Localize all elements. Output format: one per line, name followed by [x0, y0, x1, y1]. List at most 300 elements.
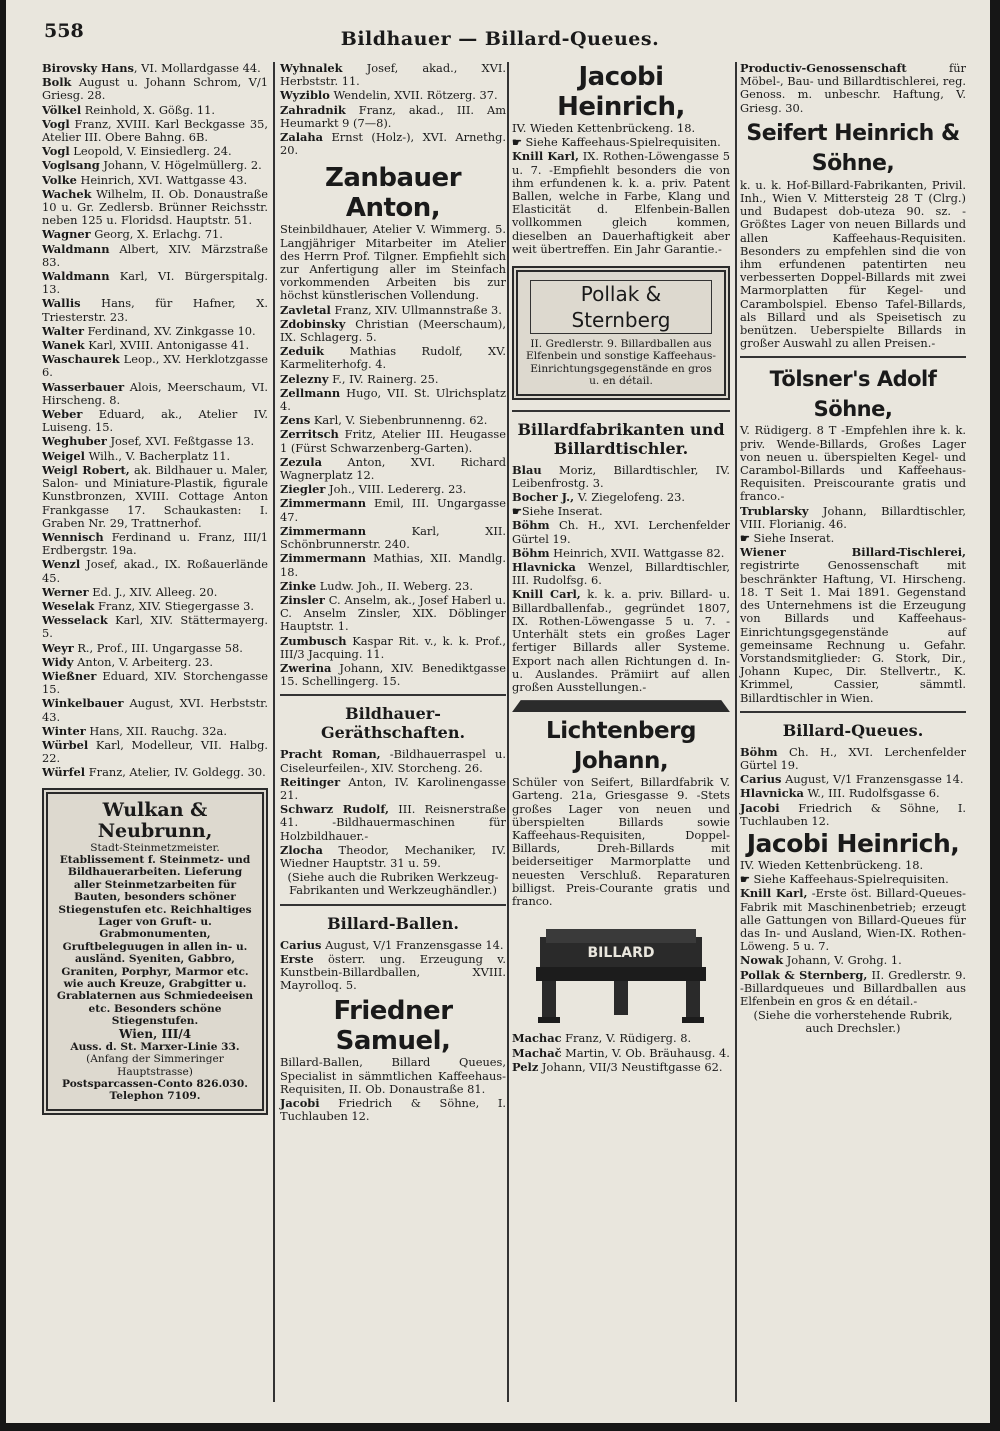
directory-entry [42, 586, 268, 599]
entry-name: Zwerina [280, 660, 332, 675]
entry-name: Wachek [42, 186, 92, 201]
entry-name: Wennisch [42, 529, 104, 544]
ad-title: Wulkan & [102, 798, 208, 821]
entry-name: Wießner [42, 668, 97, 683]
directory-entry [42, 174, 268, 187]
entry-text: Anton, IV. Karolinengasse 21. [280, 774, 506, 802]
entry-name: Trublarsky [740, 503, 809, 518]
entry-name: Würfel [42, 765, 86, 780]
entry-name: Carius [280, 937, 322, 952]
column-rule [507, 62, 509, 1402]
ad-title: Neubrunn, [97, 819, 213, 842]
section-rule [512, 410, 730, 412]
see-also-note: (Siehe auch die Rubriken Werkzeug-Fabrikanten und Werkzeughändler.) [287, 870, 499, 898]
entry-text: Theodor, Mechaniker, IV. Wiedner Hauptstr. 31 u. 59. [280, 842, 506, 870]
advert-wulkan-neubrunn [42, 788, 268, 1115]
directory-entry [280, 483, 506, 496]
entry-text: Ludw. Joh., II. Weberg. 23. [316, 578, 474, 593]
entry-name: Pracht Roman, [280, 747, 381, 762]
entry-text: Johann, V. Högelmüllerg. 2. [99, 158, 262, 173]
entry-name: Zalaha [280, 130, 324, 145]
entry-name: Reitinger [280, 774, 341, 789]
scan-edge-bottom [0, 1423, 1000, 1431]
ad-note: (Anfang der Simmeringer Hauptstrasse) [86, 1053, 224, 1078]
directory-entry [280, 497, 506, 523]
entry-name: Bocher J., [512, 490, 575, 505]
directory-entry [280, 414, 506, 427]
section-rule [740, 356, 966, 358]
entry-name: Völkel [42, 102, 82, 117]
see-reference: Siehe Inserat. [753, 531, 835, 546]
entry-name: Würbel [42, 737, 89, 752]
entry-name: Birovsky Hans [42, 61, 134, 75]
directory-entry [740, 773, 966, 786]
entry-list [280, 748, 506, 870]
entry-name: Zellmann [280, 385, 341, 400]
entry-text: Mathias, XII. Mandlg. 18. [280, 551, 506, 579]
directory-entry [42, 600, 268, 613]
directory-entry [280, 552, 506, 578]
entry-text: Leopold, V. Einsiedlerg. 24. [69, 144, 232, 159]
entry-text: Georg, X. Erlachg. 71. [90, 227, 223, 242]
pointing-hand-icon: ☛ [740, 532, 750, 546]
entry-text: -Erste öst. Billard-Queues-Fabrik mit Maschinenbetrieb; erzeugt alle Gattungen von Billard-Queues für das In- und Ausland, Wien-IX. Rothen-Löweng. 5 u. 7. [740, 886, 967, 954]
directory-entry [42, 145, 268, 158]
directory-entry [512, 1047, 730, 1060]
entry-name: Erste [280, 951, 314, 966]
entry-text: August, V/1 Franzensgasse 14. [781, 772, 964, 787]
entry-name: Weyr [42, 640, 74, 655]
directory-entry [42, 381, 268, 407]
entry-name: Carius [740, 772, 782, 787]
entry-text: Franz, akad., III. Am Heumarkt 9 (7—8). [280, 102, 506, 130]
directory-entry [280, 1097, 506, 1123]
scan-edge-right [990, 0, 1000, 1431]
entry-text: österr. ung. Erzeugung v. Kunstbein-Billardballen, XVIII. Mayrolloq. 5. [280, 951, 506, 993]
directory-entry [512, 505, 730, 518]
directory-entry [512, 1032, 730, 1045]
entry-text: Friedrich & Söhne, I. Tuchlauben 12. [280, 1095, 506, 1124]
directory-entry [512, 1061, 730, 1074]
entry-name: Bolk [42, 75, 72, 90]
entry-name: Knill Carl, [512, 587, 581, 602]
entry-name: Machač [512, 1045, 562, 1060]
entry-text: August, XVI. Herbststr. 43. [42, 696, 268, 724]
entry-name: Hlavnicka [740, 786, 804, 801]
entry-text: Franz, Atelier, IV. Goldegg. 30. [85, 765, 266, 780]
directory-entry [42, 243, 268, 269]
directory-entry [42, 297, 268, 323]
column-4 [740, 62, 966, 1037]
directory-entry [280, 525, 506, 551]
directory-entry [280, 662, 506, 688]
section-rule [280, 694, 506, 696]
directory-entry [42, 62, 268, 75]
directory-entry [42, 739, 268, 765]
entry-name: Wenzl [42, 557, 81, 572]
directory-entry [280, 594, 506, 634]
entry-name: Wiener Billard-Tischlerei, [740, 545, 966, 560]
directory-entry [42, 725, 268, 738]
directory-entry [280, 844, 506, 870]
section-rule [280, 904, 506, 906]
entry-name: Waldmann [42, 241, 110, 256]
column-2 [280, 62, 506, 1124]
entry-list [740, 746, 966, 828]
entry-name: Walter [42, 323, 85, 338]
entry-name: Knill Karl, [512, 149, 579, 164]
entry-text: Johann, Billardtischler, VIII. Florianig. 46. [740, 503, 966, 531]
advert-heading-zanbauer: Zanbauer Anton, [324, 163, 462, 224]
entry-text: Fritz, Atelier III. Heugasse 1 (Fürst Schwarzenberg-Garten). [280, 427, 506, 455]
entry-text: Joh., VIII. Ledererg. 23. [325, 482, 467, 497]
directory-entry [42, 353, 268, 379]
directory-entry [740, 969, 966, 1009]
entry-name: Pelz [512, 1059, 539, 1074]
column-1 [42, 62, 268, 1123]
directory-entry [280, 803, 506, 843]
directory-entry [280, 428, 506, 454]
entry-name: Knill Karl, [740, 886, 808, 901]
directory-entry [42, 464, 268, 530]
ad-phone: Telephon 7109. [109, 1090, 201, 1103]
entry-name: Vogl [42, 116, 70, 131]
entry-text: Friedrich & Söhne, I. Tuchlauben 12. [740, 800, 966, 828]
entry-name: Wanek [42, 338, 85, 353]
decorative-banner [512, 700, 730, 712]
entry-name: Wagner [42, 227, 91, 242]
directory-entry [42, 159, 268, 172]
entry-name: Productiv-Genossenschaft [740, 61, 907, 75]
entry-text: II. Gredlerstr. 9. -Billardqueues und Billardballen aus Elfenbein en gros & en détail.- [740, 967, 966, 1008]
entry-text: III. Reisnerstraße 41. -Bildhauermaschinen für Holzbildhauer.- [280, 802, 506, 843]
entry-text: August, V/1 Franzensgasse 14. [321, 937, 504, 952]
directory-entry [42, 76, 268, 102]
advert-text-zanbauer: Steinbildhauer, Atelier V. Wimmerg. 5. Langjähriger Mitarbeiter im Atelier des Herrn Prof. Tilgner. Empfiehlt sich zur Anfertigung aller im Steinfach vorkommenden Arbeiten bis zur höchst künstlerischen Vollendung. [280, 222, 506, 303]
entry-text: W., III. Rudolfsgasse 6. [803, 786, 940, 801]
entry-text: Ferdinand u. Franz, III/1 Erdbergstr. 19a. [42, 529, 268, 558]
section-heading: Billardfabrikanten und Billardtischler. [517, 419, 725, 458]
directory-entry [280, 776, 506, 802]
entry-text: Anton, V. Arbeiterg. 23. [73, 654, 213, 669]
directory-entry [42, 450, 268, 463]
entry-name: Zens [280, 413, 311, 428]
running-head: Bildhauer — Billard-Queues. [340, 28, 660, 50]
entry-text: Reinhold, X. Gößg. 11. [81, 102, 216, 117]
entry-list [740, 954, 966, 1008]
entry-text: Moriz, Billardtischler, IV. Leibenfrostg. 3. [512, 462, 730, 490]
entry-text: Ferdinand, XV. Zinkgasse 10. [84, 323, 256, 338]
entry-name: Weber [42, 407, 83, 422]
entry-name: Weigl Robert, [42, 462, 130, 477]
entry-list [280, 62, 506, 157]
directory-entry [280, 345, 506, 371]
entry-name: Weigel [42, 448, 85, 463]
entry-text: V. Ziegelofeng. 23. [574, 490, 685, 505]
section-heading: Billard-Queues. [782, 720, 924, 740]
entry-name: Ziegler [280, 482, 326, 497]
column-rule [735, 62, 737, 1402]
entry-text: Hans, XII. Rauchg. 32a. [85, 723, 227, 738]
directory-entry [280, 580, 506, 593]
entry-text: Wilhelm, II. Ob. Donaustraße 10 u. Gr. Zedlersb. Brünner Reichsstr. neben 125 u. Floridsd. Hauptstr. 51. [42, 186, 268, 228]
entry-text: Wendelin, XVII. Rötzerg. 37. [329, 88, 498, 103]
directory-entry [280, 456, 506, 482]
billiard-table-illustration [512, 909, 730, 1029]
see-reference: Siehe Kaffeehaus-Spielrequisiten. [753, 872, 949, 887]
entry-name: Zdobinsky [280, 316, 346, 331]
directory-entry [740, 802, 966, 828]
page-number: 558 [44, 20, 84, 42]
entry-text: k. k. a. priv. Billard- u. Billardballenfab., gegründet 1807, IX. Rothen-Löwengasse 5 u. 7. -Unterhält stets ein großes Lager fertiger Billards aller Systeme. Export nach allen Richtungen d. In- u. Auslandes. Prämiirt auf allen großen Ausstellungen.- [512, 587, 730, 694]
entry-text: -Bildhauerraspel u. Ciseleurfeilen-, XIV. Storcheng. 26. [280, 747, 506, 775]
entry-text: Christian (Meerschaum), IX. Schlagerg. 5. [280, 316, 506, 345]
entry-name: Machac [512, 1031, 562, 1046]
ad-body: II. Gredlerstr. 9. Billardballen aus Elfenbein und sonstige Kaffeehaus-Einrichtungsgegenstände en gros u. en détail. [526, 338, 716, 388]
entry-name: Zumbusch [280, 633, 347, 648]
advert-text-lichtenberg: Schüler von Seifert, Billardfabrik V. Garteng. 21a, Griesgasse 9. -Stets großes Lager von neuen und überspielten Billards sowie Kaffeehaus-Requisiten, Doppel-Billards, Dreh-Billards mit beiderseitiger Marmorplatte und neuesten Verschluß. Reparaturen billigst. Preis-Courante gratis und franco. [512, 775, 730, 908]
directory-entry [42, 558, 268, 584]
entry-text: Franz, XIV. Ullmannstraße 3. [330, 302, 502, 317]
entry-name: Wesselack [42, 613, 108, 628]
directory-entry [512, 491, 730, 504]
entry-name: Jacobi [740, 800, 780, 815]
directory-entry [280, 953, 506, 993]
advert-heading-seifert: Seifert Heinrich & Söhne, [746, 120, 960, 176]
directory-entry [42, 325, 268, 338]
pointing-hand-icon: ☛ [512, 136, 522, 150]
advert-pollak-sternberg [512, 266, 730, 400]
directory-entry [42, 766, 268, 779]
directory-entry [740, 954, 966, 967]
entry-name: Widy [42, 654, 74, 669]
entry-text: Josef, akad., IX. Roßauerlände 45. [42, 557, 268, 585]
entry-name: Böhm [512, 518, 550, 533]
entry-list [280, 1097, 506, 1123]
entry-name: Wasserbauer [42, 379, 125, 394]
entry-name: Weghuber [42, 434, 107, 449]
directory-entry [280, 89, 506, 102]
entry-list [280, 304, 506, 689]
entry-text: Emil, III. Ungargasse 47. [280, 496, 506, 524]
entry-name: Weselak [42, 598, 95, 613]
entry-name: Zahradnik [280, 102, 346, 117]
directory-entry [280, 131, 506, 157]
billiard-table-label: BILLARD [587, 945, 655, 962]
entry-name: Zimmermann [280, 496, 366, 511]
directory-entry [740, 746, 966, 772]
entry-text: Albert, XIV. Märzstraße 83. [42, 241, 268, 269]
entry-name: Waldmann [42, 269, 110, 284]
directory-entry [280, 304, 506, 317]
entry-name: Werner [42, 584, 89, 599]
entry-text: ak. Bildhauer u. Maler, Salon- und Miniature-Plastik, figurale Kunstbronzen, XVIII. Cottage Anton Frankgasse 17. Schaukasten: I. Graben Nr. 29, Trattnerhof. [42, 462, 268, 530]
entry-text: Siehe Inserat. [521, 504, 603, 519]
entry-list [42, 62, 268, 780]
section-rule [740, 711, 966, 713]
entry-name: Waschaurek [42, 352, 120, 367]
directory-entry [512, 561, 730, 587]
entry-text: Franz, V. Rüdigerg. 8. [561, 1031, 692, 1046]
entry-text: Karl, Modelleur, VII. Halbg. 22. [42, 737, 268, 766]
entry-text: Franz, XVIII. Karl Beckgasse 35, Atelier III. Obere Bahng. 6B. [42, 116, 268, 145]
entry-text: Ernst (Holz-), XVI. Arnethg. 20. [280, 130, 506, 158]
directory-entry [42, 614, 268, 640]
directory-entry [280, 318, 506, 344]
entry-name: Winkelbauer [42, 696, 124, 711]
entry-text: Karl, VI. Bürgerspitalg. 13. [42, 269, 268, 297]
entry-name: Zerritsch [280, 427, 339, 442]
entry-name: Winter [42, 723, 86, 738]
entry-list [512, 464, 730, 588]
directory-entry [280, 62, 506, 88]
entry-text: Ed. J., XIV. Alleeg. 20. [88, 584, 218, 599]
entry-text: Karl, XII. Schönbrunnerstr. 240. [280, 523, 506, 552]
column-rule [273, 62, 275, 1402]
entry-text: Karl, V. Siebenbrunnenng. 62. [310, 413, 488, 428]
advert-heading-toelsner: Tölsner's Adolf Söhne, [769, 367, 937, 422]
advert-text-friedner: Billard-Ballen, Billard Queues, Specialist in sämmtlichen Kaffeehaus-Requisiten, II. Ob. Donaustraße 81. [280, 1055, 506, 1096]
section-heading: Bildhauer-Geräthschaften. [320, 704, 466, 743]
entry-text: Heinrich, XVI. Wattgasse 43. [76, 172, 248, 187]
ad-body: Etablissement f. Steinmetz- und Bildhauerarbeiten. Lieferung aller Steinmetzarbeiten für Bauten, besonders schöner Stiegenstufen etc. Reichhaltiges Lager von Gruft- u. Grabmonumenten, Gruftbeleguugen in allen in- u. ausländ. Syeniten, Gabbro, Graniten, Porphyr, Marmor etc. wie auch Kreuze, Grabgitter u. Grablaternen aus Schmiedeeisen etc. Besonders schöne Stiegenstufen. [56, 853, 254, 1028]
entry-name: Wallis [42, 296, 81, 311]
entry-name: Böhm [740, 744, 778, 759]
entry-text: , VI. Mollardgasse 44. [133, 61, 261, 75]
directory-entry [42, 697, 268, 723]
directory-entry [42, 656, 268, 669]
directory-entry [280, 104, 506, 130]
ad-subtitle: Stadt-Steinmetzmeister. [90, 841, 220, 854]
entry-name: Hlavnicka [512, 560, 576, 575]
entry-list [280, 939, 506, 993]
directory-entry [42, 104, 268, 117]
pointing-hand-icon: ☛ [740, 873, 750, 887]
directory-entry [42, 339, 268, 352]
entry-name: Zlocha [280, 842, 323, 857]
entry-text: Johann, XIV. Benediktgasse 15. Schellingerg. 15. [280, 660, 506, 689]
advert-heading-jacobi: Jacobi Heinrich, [557, 62, 685, 122]
entry-text: Franz, XIV. Stiegergasse 3. [94, 598, 255, 613]
entry-name: Volke [42, 172, 77, 187]
entry-text: Karl, XIV. Stättermayerg. 5. [42, 613, 268, 641]
ad-title: Pollak & Sternberg [530, 280, 712, 334]
pointing-hand-icon: ☛ [512, 505, 522, 519]
column-3 [512, 62, 730, 1075]
directory-entry [42, 270, 268, 296]
entry-text: registrirte Genossenschaft mit beschränkter Haftung, VI. Hirscheng. 18. T Seit 1. Mai 1891. Gegenstand des Unternehmens ist die Erzeugung von Billards und Kaffeehaus-Einrichtungsgegenstände auf gemeinsame Rechnung u. Gefahr. Vorstandsmitglieder: G. Stork, Dir., Johann Kupec, Dir. Stellvertr., K. Krimmel, Cassier, sämmtl. Billardtischler in Wien. [740, 558, 966, 705]
entry-text: Ch. H., XVI. Lerchenfelder Gürtel 19. [512, 518, 730, 546]
advert-heading-friedner: Friedner Samuel, [333, 996, 453, 1057]
entry-name: Blau [512, 462, 542, 477]
entry-text: Alois, Meerschaum, VI. Hirscheng. 8. [42, 379, 268, 407]
entry-name: Schwarz Rudolf, [280, 802, 389, 817]
entry-text: Hans, für Hafner, X. Triesterstr. 23. [42, 296, 268, 324]
entry-name: Jacobi [280, 1095, 320, 1110]
entry-text: Johann, V. Grohg. 1. [783, 953, 902, 968]
ad-address: Auss. d. St. Marxer-Linie 33. [70, 1040, 240, 1053]
ad-city: Wien, III/4 [118, 1026, 192, 1041]
entry-name: Wyziblo [280, 88, 330, 103]
directory-entry [280, 387, 506, 413]
entry-name: Zavletal [280, 302, 331, 317]
directory-entry [42, 642, 268, 655]
directory-entry [42, 531, 268, 557]
directory-entry [280, 748, 506, 774]
entry-name: Zimmermann [280, 523, 366, 538]
entry-name: Wyhnalek [280, 61, 343, 75]
entry-text: C. Anselm, ak., Josef Haberl u. C. Anselm Zinsler, XIX. Döblinger Hauptstr. 1. [280, 592, 506, 634]
entry-text: Heinrich, XVII. Wattgasse 82. [549, 545, 725, 560]
directory-entry [42, 188, 268, 228]
advert-text-jacobi: IV. Wieden Kettenbrückeng. 18. [512, 121, 696, 135]
entry-text: Karl, XVIII. Antonigasse 41. [84, 338, 250, 353]
entry-text: Johann, VII/3 Neustiftgasse 62. [538, 1059, 723, 1074]
directory-entry [42, 118, 268, 144]
advert-heading-jacobi: Jacobi Heinrich, [746, 828, 960, 858]
entry-name: Pollak & Sternberg, [740, 967, 868, 982]
see-reference: Siehe Kaffeehaus-Spielrequisiten. [525, 135, 721, 150]
entry-name: Zezula [280, 454, 323, 469]
directory-entry [512, 547, 730, 560]
entry-text: Wenzel, Billardtischler, III. Rudolfsg. 6. [512, 560, 730, 588]
entry-name: Vogl [42, 144, 70, 159]
entry-name: Zelezny [280, 371, 329, 386]
directory-entry [512, 464, 730, 490]
entry-text: Anton, XVI. Richard Wagnerplatz 12. [280, 454, 506, 483]
advert-text-toelsner: V. Rüdigerg. 8 T -Empfehlen ihre k. k. priv. Wende-Billards, Großes Lager von neuen u. überspielten Kegel- und Carambol-Billards und Kaffeehaus-Requisiten. Preiscourante gratis und franco.- [740, 423, 966, 504]
advert-heading-lichtenberg: Lichtenberg Johann, [546, 718, 696, 775]
entry-text: Ch. H., XVI. Lerchenfelder Gürtel 19. [740, 744, 966, 772]
entry-name: Zinke [280, 578, 317, 593]
entry-text: Josef, akad., XVI. Herbststr. 11. [280, 61, 506, 89]
entry-name: Nowak [740, 953, 784, 968]
entry-text: für Möbel-, Bau- und Billardtischlerei, reg. Genoss. m. unbeschr. Haftung, V. Griesg. 30. [740, 61, 966, 115]
directory-entry [512, 519, 730, 545]
entry-text: Kaspar Rit. v., k. k. Prof., III/3 Jacquing. 11. [280, 633, 506, 661]
advert-text-jacobi: IV. Wieden Kettenbrückeng. 18. [740, 857, 924, 872]
directory-entry [42, 408, 268, 434]
entry-text: Eduard, ak., Atelier IV. Luiseng. 15. [42, 407, 268, 435]
entry-name: Zeduik [280, 344, 325, 359]
entry-name: Zimmermann [280, 551, 366, 566]
entry-text: August u. Johann Schrom, V/1 Griesg. 28. [42, 75, 268, 103]
entry-text: F., IV. Rainerg. 25. [328, 371, 439, 386]
section-heading: Billard-Ballen. [327, 913, 459, 933]
entry-text: Hugo, VII. St. Ulrichsplatz 4. [280, 385, 506, 414]
entry-text: IX. Rothen-Löwengasse 5 u. 7. -Empfiehlt besonders die von ihm erfundenen k. k. a. priv. Patent Ballen, welche in Farbe, Klang und Elasticität d. Elfenbein-Ballen vollkommen gleich kommen, dieselben an Dauerhaftigkeit aber weit übertreffen. Ein Jahr Garantie.- [512, 149, 730, 256]
directory-entry [280, 939, 506, 952]
advert-text-seifert: k. u. k. Hof-Billard-Fabrikanten, Privil. Inh., Wien V. Mittersteig 28 T (Clrg.) und Budapest dob-uteza 90. sz. -Größtes Lager von neuen Billards und allen Kaffeehaus-Requisiten. Besonders zu empfehlen sind die von ihm erfundenen patentirten neu verbesserten Doppel-Billards mit zwei Marmorplatten für Kegel- und Carambolspiel. Ebenso Tafel-Billards, als Billard und als Speisetisch zu benützen. Ueberspielte Billards in großer Auswahl zu allen Preisen.- [740, 177, 966, 351]
directory-entry [42, 435, 268, 448]
entry-text: Leop., XV. Herklotzgasse 6. [42, 352, 268, 380]
entry-list [512, 1032, 730, 1074]
directory-entry [740, 787, 966, 800]
ad-account: Postsparcassen-Conto 826.030. [62, 1078, 248, 1091]
entry-text: Josef, XVI. Feßtgasse 13. [106, 434, 255, 449]
entry-name: Voglsang [42, 158, 100, 173]
directory-entry [280, 635, 506, 661]
directory-entry [42, 228, 268, 241]
entry-text: Martin, V. Ob. Bräuhausg. 4. [561, 1045, 730, 1060]
directory-entry [42, 670, 268, 696]
entry-text: Wilh., V. Bacherplatz 11. [84, 448, 231, 463]
see-also-note: (Siehe die vorherstehende Rubrik, auch Drechsler.) [753, 1008, 953, 1036]
entry-name: Zinsler [280, 592, 325, 607]
entry-text: Mathias Rudolf, XV. Karmeliterhofg. 4. [280, 344, 506, 372]
entry-text: R., Prof., III. Ungargasse 58. [73, 640, 243, 655]
scan-edge-left [0, 0, 6, 1431]
